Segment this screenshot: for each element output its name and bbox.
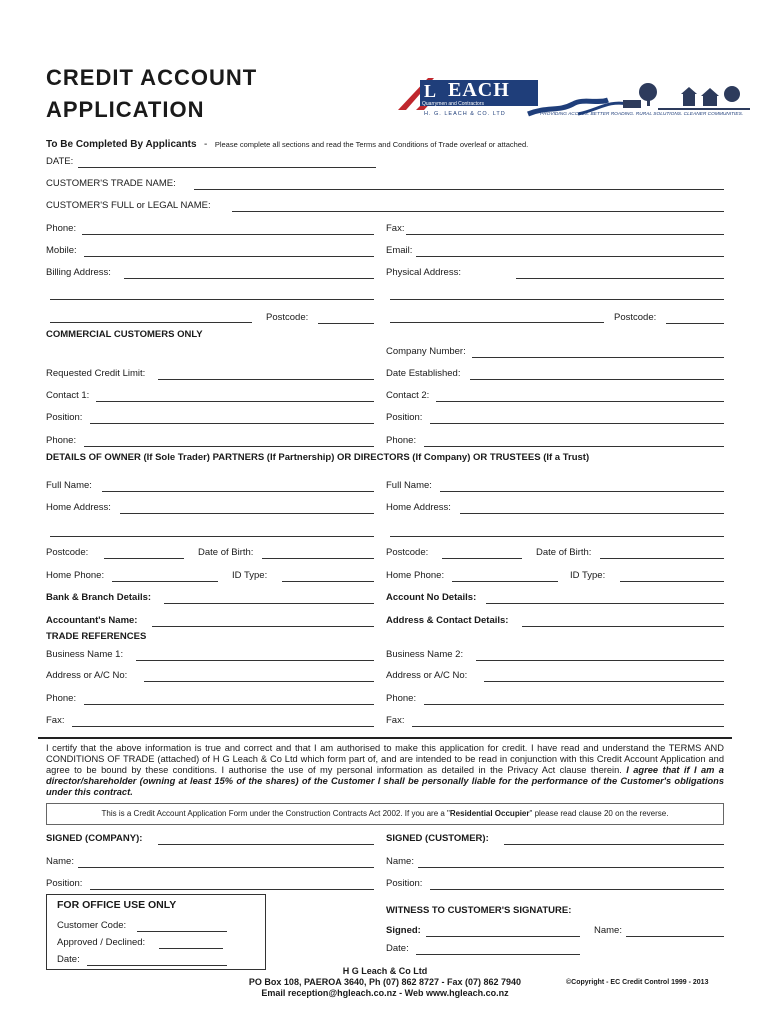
physical-address-line3[interactable] (390, 322, 604, 323)
logo-tagline: Quarrymen and Contractors (422, 101, 484, 107)
intro-text: Please complete all sections and read the Terms and Conditions of Trade overleaf or attached. (214, 140, 529, 149)
logo-letter: L (424, 81, 437, 101)
physical-postcode-label: Postcode: (614, 312, 660, 323)
form-title-line2: APPLICATION (46, 97, 205, 122)
home-address2-line2[interactable] (390, 536, 724, 537)
signed-company-field[interactable] (46, 833, 374, 847)
commercial-phone1-field[interactable] (46, 435, 374, 449)
ref-fax2-label: Fax: (386, 715, 408, 726)
logo-slogan: PROVIDING ACCESS. BETTER ROADING. RURAL SOLUTIONS. CLEANER COMMUNITIES. (540, 112, 744, 117)
home-address1-field[interactable] (46, 502, 374, 516)
date-label: DATE: (46, 156, 77, 167)
footer-company: H G Leach & Co Ltd (342, 966, 428, 976)
position1-field[interactable] (46, 412, 374, 426)
intro-dash: - (204, 139, 208, 150)
billing-address-label: Billing Address: (46, 267, 115, 278)
witness-date-field[interactable] (386, 943, 580, 957)
owner-postcode1-label: Postcode: (46, 547, 92, 558)
signed-customer-field[interactable] (386, 833, 724, 847)
billing-address-line3[interactable] (50, 322, 252, 323)
business-name2-field[interactable] (386, 649, 724, 663)
company-number-label: Company Number: (386, 346, 470, 357)
date-field[interactable] (46, 156, 376, 170)
phone-field[interactable] (46, 223, 374, 237)
dob2-field[interactable] (536, 547, 724, 561)
construction-act-notice (46, 803, 724, 825)
sign-name2-field[interactable] (386, 856, 724, 870)
footer-web: Email reception@hgleach.co.nz - Web www.hgleach.co.nz (261, 988, 509, 998)
ref-address1-field[interactable] (46, 670, 374, 684)
physical-address-label: Physical Address: (386, 267, 465, 278)
position2-label: Position: (386, 412, 426, 423)
bank-details-label: Bank & Branch Details: (46, 592, 155, 603)
dob1-label: Date of Birth: (198, 547, 257, 558)
witness-signed-label: Signed: (386, 925, 425, 936)
position2-field[interactable] (386, 412, 724, 426)
billing-postcode-field[interactable] (266, 312, 374, 326)
legal-name-label: CUSTOMER'S FULL or LEGAL NAME: (46, 200, 215, 211)
id-type1-field[interactable] (232, 570, 374, 584)
intro-line (46, 134, 528, 152)
id-type2-label: ID Type: (570, 570, 609, 581)
declaration-body: I certify that the above information is true and correct and that I am authorised to make this application for credit. I have read and understand the TERMS AND CONDITIONS OF TRADE (attached) of H G Leach & Co Ltd which form part of, and are intended to be read in conjunction with this Credit Account Application and agree to be bound by these conditions. I authorise the use of my personal information as detailed in the Privacy Act clause therein. (46, 743, 724, 775)
sign-position1-label: Position: (46, 878, 86, 889)
ref-phone1-field[interactable] (46, 693, 374, 707)
bank-details-field[interactable] (46, 592, 374, 606)
form-title-line1: CREDIT ACCOUNT (46, 65, 258, 90)
signed-company-label: SIGNED (COMPANY): (46, 833, 146, 844)
sign-name1-field[interactable] (46, 856, 374, 870)
commercial-phone2-field[interactable] (386, 435, 724, 449)
company-number-field[interactable] (386, 346, 724, 360)
full-name1-field[interactable] (46, 480, 374, 494)
sign-position2-label: Position: (386, 878, 426, 889)
physical-address-field[interactable] (386, 267, 724, 281)
ref-fax1-label: Fax: (46, 715, 68, 726)
owner-postcode2-label: Postcode: (386, 547, 432, 558)
owner-postcode1-field[interactable] (46, 547, 184, 561)
full-name2-field[interactable] (386, 480, 724, 494)
accountant-name-label: Accountant's Name: (46, 615, 141, 626)
credit-limit-label: Requested Credit Limit: (46, 368, 149, 379)
customer-code-field[interactable] (57, 920, 227, 934)
mobile-label: Mobile: (46, 245, 81, 256)
office-use-box (46, 894, 266, 970)
account-details-field[interactable] (386, 592, 724, 606)
approved-field[interactable] (57, 937, 223, 951)
sign-position2-field[interactable] (386, 878, 724, 892)
office-heading: FOR OFFICE USE ONLY (57, 899, 177, 911)
physical-address-line2[interactable] (390, 299, 724, 300)
witness-signed-field[interactable] (386, 925, 580, 939)
home-phone1-label: Home Phone: (46, 570, 108, 581)
ref-phone1-label: Phone: (46, 693, 80, 704)
business-name1-label: Business Name 1: (46, 649, 127, 660)
owners-heading: DETAILS OF OWNER (If Sole Trader) PARTNERS (If Partnership) OR DIRECTORS (If Company) OR TRUSTEES (If a Trust) (46, 452, 590, 463)
email-field[interactable] (386, 245, 724, 259)
id-type1-label: ID Type: (232, 570, 271, 581)
trade-refs-heading: TRADE REFERENCES (46, 631, 147, 642)
address-contact-field[interactable] (386, 615, 724, 629)
ref-fax2-field[interactable] (386, 715, 724, 729)
home-address1-line2[interactable] (50, 536, 374, 537)
business-name2-label: Business Name 2: (386, 649, 467, 660)
signed-customer-label: SIGNED (CUSTOMER): (386, 833, 493, 844)
contact2-label: Contact 2: (386, 390, 433, 401)
contact1-label: Contact 1: (46, 390, 93, 401)
logo-name: EACH (448, 79, 510, 101)
ref-phone2-field[interactable] (386, 693, 724, 707)
ref-phone2-label: Phone: (386, 693, 420, 704)
billing-address-line2[interactable] (50, 299, 374, 300)
ref-address2-label: Address or A/C No: (386, 670, 471, 681)
account-details-label: Account No Details: (386, 592, 480, 603)
witness-heading: WITNESS TO CUSTOMER'S SIGNATURE: (386, 905, 572, 916)
home-phone2-field[interactable] (386, 570, 558, 584)
credit-limit-field[interactable] (46, 368, 374, 382)
trade-name-label: CUSTOMER'S TRADE NAME: (46, 178, 180, 189)
home-address2-label: Home Address: (386, 502, 455, 513)
footer-address: PO Box 108, PAEROA 3640, Ph (07) 862 8727 - Fax (07) 862 7940 (248, 977, 522, 987)
declaration-bold: I agree that if I am a director/shareholder (owning at least 15% of the shares) of the Customer I shall be personally liable for the performance of the Customer's obligations under this contract. (46, 765, 724, 797)
sign-position1-field[interactable] (46, 878, 374, 892)
contact2-field[interactable] (386, 390, 724, 404)
position1-label: Position: (46, 412, 86, 423)
email-label: Email: (386, 245, 416, 256)
phone-label: Phone: (46, 223, 80, 234)
footer-copyright: ©Copyright - EC Credit Control 1999 - 2013 (566, 979, 709, 986)
dob2-label: Date of Birth: (536, 547, 595, 558)
contact1-field[interactable] (46, 390, 374, 404)
address-contact-label: Address & Contact Details: (386, 615, 512, 626)
witness-name-label: Name: (594, 925, 626, 936)
section-divider (38, 737, 732, 739)
notice-post: " please read clause 20 on the reverse. (529, 809, 669, 818)
home-address1-label: Home Address: (46, 502, 115, 513)
full-name1-label: Full Name: (46, 480, 96, 491)
dob1-field[interactable] (198, 547, 374, 561)
approved-label: Approved / Declined: (57, 937, 149, 948)
id-type2-field[interactable] (570, 570, 724, 584)
commercial-phone2-label: Phone: (386, 435, 420, 446)
intro-bold: To Be Completed By Applicants (46, 139, 197, 150)
owner-postcode2-field[interactable] (386, 547, 522, 561)
logo-company: H. G. LEACH & CO. LTD (424, 111, 506, 117)
fax-label: Fax: (386, 223, 408, 234)
notice-pre: This is a Credit Account Application Form under the Construction Contracts Act 2002. If you are a " (101, 809, 450, 818)
ref-address2-field[interactable] (386, 670, 724, 684)
sign-name2-label: Name: (386, 856, 418, 867)
trade-name-field[interactable] (46, 178, 724, 192)
notice-bold: Residential Occupier (449, 809, 530, 818)
commercial-heading: COMMERCIAL CUSTOMERS ONLY (46, 329, 203, 340)
witness-name-field[interactable] (594, 925, 724, 939)
home-address2-field[interactable] (386, 502, 724, 516)
date-established-field[interactable] (386, 368, 724, 382)
accountant-name-field[interactable] (46, 615, 374, 629)
mobile-field[interactable] (46, 245, 374, 259)
ref-address1-label: Address or A/C No: (46, 670, 131, 681)
physical-postcode-field[interactable] (614, 312, 724, 326)
date-established-label: Date Established: (386, 368, 464, 379)
commercial-phone1-label: Phone: (46, 435, 80, 446)
home-phone1-field[interactable] (46, 570, 218, 584)
business-name1-field[interactable] (46, 649, 374, 663)
billing-postcode-label: Postcode: (266, 312, 312, 323)
billing-address-field[interactable] (46, 267, 374, 281)
ref-fax1-field[interactable] (46, 715, 374, 729)
company-logo (398, 74, 750, 126)
home-phone2-label: Home Phone: (386, 570, 448, 581)
fax-field[interactable] (386, 223, 724, 237)
witness-date-label: Date: (386, 943, 413, 954)
sign-name1-label: Name: (46, 856, 78, 867)
full-name2-label: Full Name: (386, 480, 436, 491)
declaration-text (46, 743, 724, 798)
office-date-label: Date: (57, 954, 84, 965)
customer-code-label: Customer Code: (57, 920, 130, 931)
legal-name-field[interactable] (46, 200, 724, 214)
